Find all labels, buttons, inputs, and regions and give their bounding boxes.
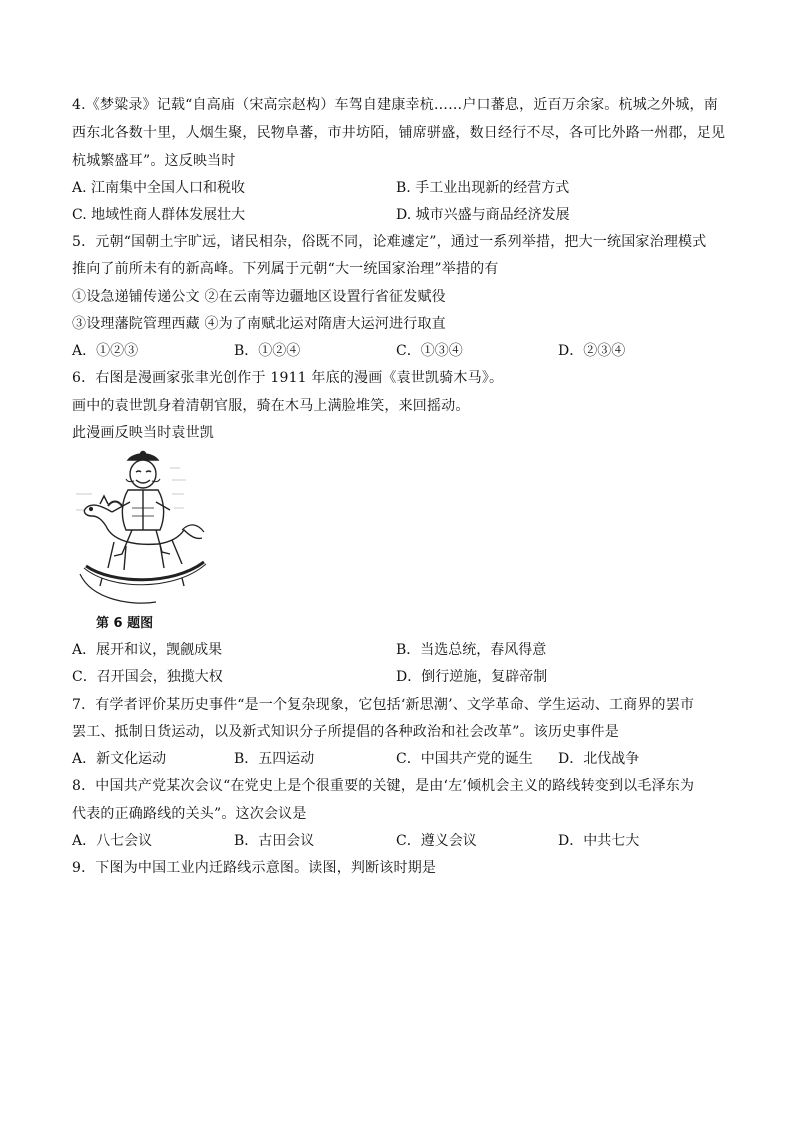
q6-cartoon-figure xyxy=(72,450,212,638)
q4-stem-line3: 杭城繁盛耳”。这反映当时 xyxy=(72,153,236,169)
q6-option-a: A．展开和议，觊觎成果 xyxy=(72,642,223,658)
q5-stem-line4: ③设理藩院管理西藏 ④为了南赋北运对隋唐大运河进行取直 xyxy=(72,316,446,332)
q8-stem-line2: 代表的正确路线的关头”。这次会议是 xyxy=(72,806,307,822)
q6-stem-line2: 画中的袁世凯身着清朝官服，骑在木马上满脸堆笑，来回摇动。 xyxy=(72,398,470,414)
q6-stem-line3: 此漫画反映当时袁世凯 xyxy=(72,425,214,441)
q4-stem-line2: 西东北各数十里，人烟生聚，民物阜蕃，市井坊陌，铺席骈盛，数日经行不尽，各可比外路一州郡，足见 xyxy=(72,125,726,141)
q5-option-d: D．②③④ xyxy=(558,343,626,359)
q4-stem-line1: 4.《梦粱录》记载“自高庙（宋高宗赵构）车驾自建康幸杭……户口蕃息，近百万余家。杭城之外城，南 xyxy=(72,97,718,113)
q6-option-c: C．召开国会，独揽大权 xyxy=(72,669,223,685)
q5-option-a: A．①②③ xyxy=(72,343,139,359)
q5-stem-line2: 推向了前所未有的新高峰。下列属于元朝“大一统国家治理”举措的有 xyxy=(72,261,499,277)
q6-option-d: D．倒行逆施，复辟帝制 xyxy=(396,669,548,685)
q9-stem-line1: 9．下图为中国工业内迁路线示意图。读图，判断该时期是 xyxy=(72,860,437,876)
q4-option-a: A. 江南集中全国人口和税收 xyxy=(72,180,246,196)
q5-option-b: B．①②④ xyxy=(234,343,301,359)
q6-stem-line1: 6．右图是漫画家张聿光创作于 1911 年底的漫画《袁世凯骑木马》。 xyxy=(72,370,504,386)
q7-option-d: D．北伐战争 xyxy=(558,751,640,767)
q8-stem-line1: 8．中国共产党某次会议“在党史上是个很重要的关键，是由‘左’倾机会主义的路线转变到以毛泽东为 xyxy=(72,778,695,794)
q5-stem-line1: 5．元朝“国朝土宇旷远，诸民相杂，俗既不同，论难遽定”，通过一系列举措，把大一统国家治理模式 xyxy=(72,234,707,250)
q8-option-a: A．八七会议 xyxy=(72,833,153,849)
rocking-horse-cartoon-image xyxy=(72,450,212,610)
q4-option-d: D. 城市兴盛与商品经济发展 xyxy=(396,207,570,223)
q4-option-b: B. 手工业出现新的经营方式 xyxy=(396,180,570,196)
q8-option-d: D．中共七大 xyxy=(558,833,640,849)
q7-stem-line2: 罢工、抵制日货运动，以及新式知识分子所提倡的各种政治和社会改革”。该历史事件是 xyxy=(72,724,619,740)
q6-figure-caption: 第 6 题图 xyxy=(96,616,154,631)
q7-stem-line1: 7．有学者评价某历史事件“是一个复杂现象，它包括‘新思潮’、文学革命、学生运动、工商界的罢市 xyxy=(72,697,695,713)
q8-option-c: C．遵义会议 xyxy=(396,833,477,849)
q5-option-c: C．①③④ xyxy=(396,343,463,359)
q8-option-b: B．古田会议 xyxy=(234,833,315,849)
q7-option-c: C．中国共产党的诞生 xyxy=(396,751,533,767)
q6-option-b: B．当选总统，春风得意 xyxy=(396,642,547,658)
q5-stem-line3: ①设急递铺传递公文 ②在云南等边疆地区设置行省征发赋役 xyxy=(72,289,446,305)
q7-option-a: A．新文化运动 xyxy=(72,751,167,767)
q4-option-c: C. 地域性商人群体发展壮大 xyxy=(72,207,246,223)
q7-option-b: B．五四运动 xyxy=(234,751,315,767)
